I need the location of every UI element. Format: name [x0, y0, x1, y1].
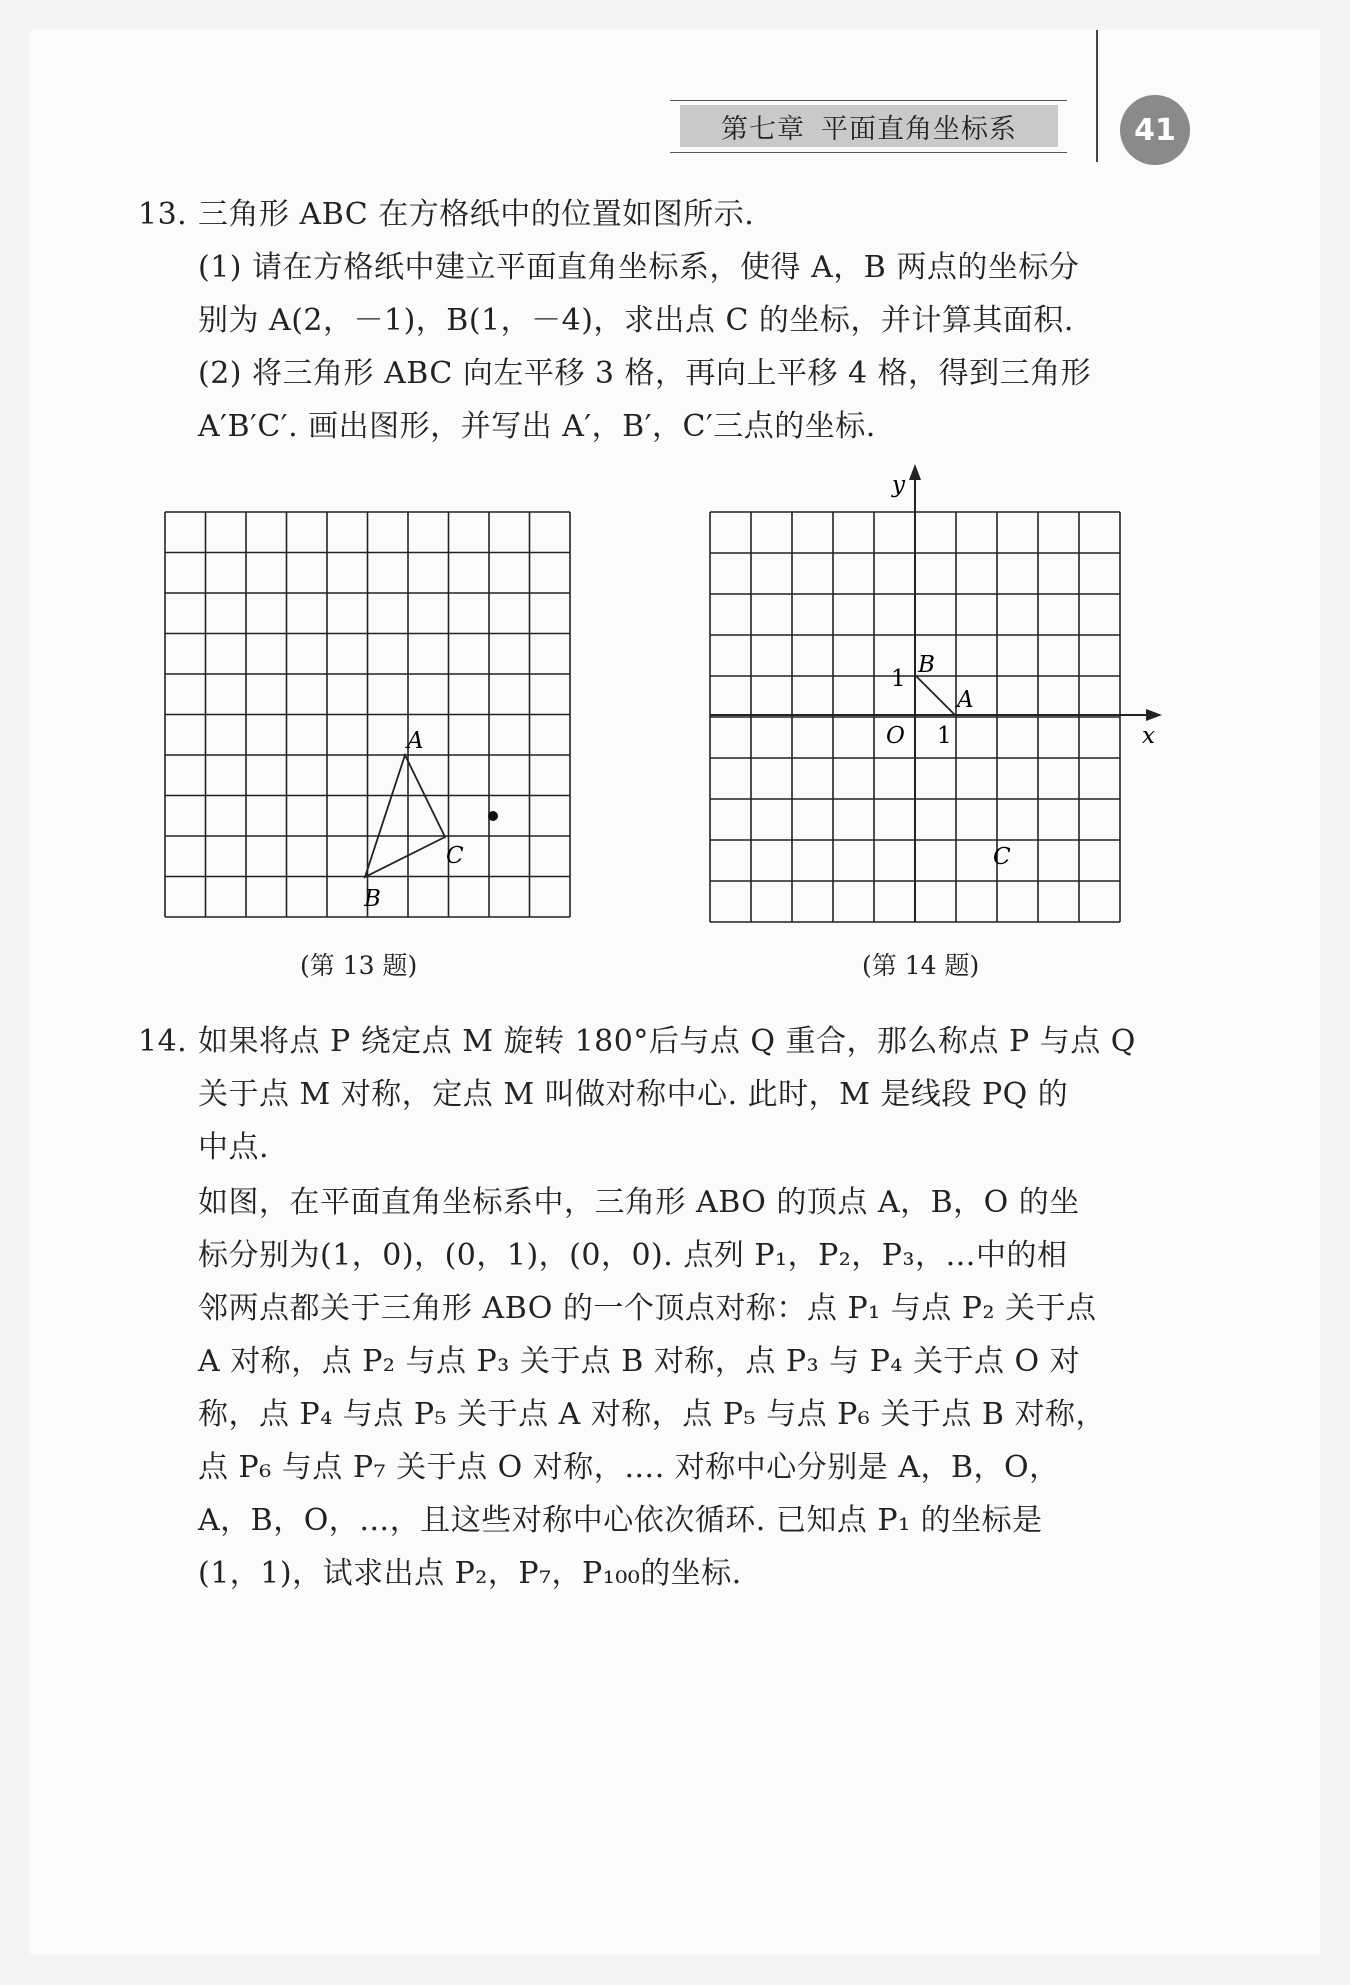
q14-line-4: 如图，在平面直角坐标系中，三角形 ABO 的顶点 A，B，O 的坐 [198, 1185, 1080, 1220]
q14-line-11: (1，1)，试求出点 P₂，P₇，P₁₀₀的坐标. [198, 1556, 742, 1591]
q14-line-10: A，B，O，…，且这些对称中心依次循环. 已知点 P₁ 的坐标是 [198, 1503, 1043, 1538]
q14-line-2: 关于点 M 对称，定点 M 叫做对称中心. 此时，M 是线段 PQ 的 [198, 1077, 1069, 1112]
fig13-label-a: A [407, 728, 424, 754]
chapter-header [680, 105, 1058, 147]
q14-line-5: 标分别为(1，0)，(0，1)，(0，0). 点列 P₁，P₂，P₃，…中的相 [198, 1238, 1068, 1273]
figure-13-caption: (第 13 题) [300, 951, 418, 980]
q14-line-8: 称，点 P₄ 与点 P₅ 关于点 A 对称，点 P₅ 与点 P₆ 关于点 B 对称， [198, 1397, 1106, 1432]
q13-part1-line2: 别为 A(2，－1)，B(1，－4)，求出点 C 的坐标，并计算其面积. [198, 303, 1074, 338]
x-axis-arrow [1146, 709, 1162, 721]
fig14-label-y: y [892, 472, 905, 498]
fig14-label-c: C [993, 844, 1011, 870]
q13-stem: 三角形 ABC 在方格纸中的位置如图所示. [198, 197, 755, 232]
fig14-tick-y1: 1 [891, 666, 906, 692]
header-vertical-rule [1096, 30, 1098, 162]
figure-14-grid [690, 460, 1180, 940]
figure-13-grid [150, 500, 590, 940]
header-rule-top [670, 100, 1067, 101]
q13-part2-line2: A′B′C′. 画出图形，并写出 A′，B′，C′三点的坐标. [198, 409, 876, 444]
page-number: 41 [1120, 95, 1190, 165]
header-rule-bottom [670, 152, 1067, 153]
chapter-label: 第七章 [721, 113, 805, 145]
fig13-label-c: C [446, 843, 464, 869]
fig14-label-o: O [886, 723, 905, 749]
figure-14-caption: (第 14 题) [862, 951, 980, 980]
y-axis-arrow [909, 464, 921, 480]
dot-marker [488, 811, 498, 821]
q14-line-7: A 对称，点 P₂ 与点 P₃ 关于点 B 对称，点 P₃ 与 P₄ 关于点 O 对 [198, 1344, 1081, 1379]
fig14-label-x: x [1142, 723, 1155, 749]
q14-line-9: 点 P₆ 与点 P₇ 关于点 O 对称，…. 对称中心分别是 A，B，O， [198, 1450, 1060, 1485]
q14-number: 14. [138, 1024, 188, 1059]
q14-line-3: 中点. [198, 1130, 270, 1165]
triangle-abc [365, 755, 445, 877]
q14-line-6: 邻两点都关于三角形 ABO 的一个顶点对称：点 P₁ 与点 P₂ 关于点 [198, 1291, 1097, 1326]
q13-part2-line1: (2) 将三角形 ABC 向左平移 3 格，再向上平移 4 格，得到三角形 [198, 356, 1092, 391]
segment-ba [915, 675, 955, 715]
fig13-label-b: B [364, 886, 381, 912]
fig14-tick-x1: 1 [937, 723, 952, 749]
q14-line-1: 如果将点 P 绕定点 M 旋转 180°后与点 Q 重合，那么称点 P 与点 Q [198, 1024, 1136, 1059]
chapter-title: 平面直角坐标系 [821, 113, 1017, 145]
q13-part1-line1: (1) 请在方格纸中建立平面直角坐标系，使得 A，B 两点的坐标分 [198, 250, 1080, 285]
fig14-label-b: B [918, 652, 935, 678]
fig14-label-a: A [957, 687, 974, 713]
q13-number: 13. [138, 197, 188, 232]
